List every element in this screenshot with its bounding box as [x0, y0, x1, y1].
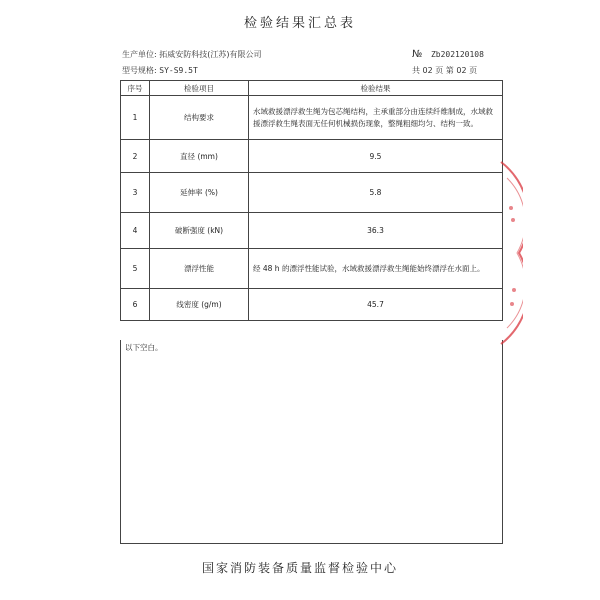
page-info: 共 02 页 第 02 页	[412, 66, 478, 75]
table-header-row	[121, 81, 503, 96]
red-seal-stamp	[479, 158, 523, 348]
row-result: 经 48 h 的漂浮性能试验，水域救援漂浮救生绳能始终漂浮在水面上。	[249, 249, 503, 289]
document-title: 检验结果汇总表	[243, 16, 356, 31]
row-no: 1	[121, 96, 150, 140]
row-no: 6	[121, 289, 150, 321]
report-number-line	[412, 49, 484, 60]
row-item: 延伸率 (%)	[150, 173, 249, 213]
row-item: 破断强度 (kN)	[150, 213, 249, 249]
model-value: SY-S9.5T	[159, 66, 198, 75]
model-label: 型号规格:	[122, 66, 157, 75]
producer-name: 拓威安防科技(江苏)有限公司	[159, 50, 262, 59]
row-result: 45.7	[249, 289, 503, 321]
table-row	[121, 140, 503, 173]
results-table	[120, 80, 503, 321]
header-item: 检验项目	[150, 81, 249, 96]
blank-area	[120, 340, 503, 544]
report-number: Zb202120108	[430, 50, 484, 59]
model-line	[122, 65, 198, 76]
producer-line	[122, 49, 262, 60]
producer-label: 生产单位:	[122, 50, 157, 59]
header-result: 检验结果	[249, 81, 503, 96]
row-result: 水域救援漂浮救生绳为包芯绳结构，主承重部分由连续纤维制成，水域救援漂浮救生绳表面无任何机械损伤现象，整绳粗细均匀、结构一致。	[249, 96, 503, 140]
row-no: 2	[121, 140, 150, 173]
row-item: 结构要求	[150, 96, 249, 140]
row-result: 9.5	[249, 140, 503, 173]
table-row	[121, 249, 503, 289]
row-no: 3	[121, 173, 150, 213]
row-item: 漂浮性能	[150, 249, 249, 289]
row-result: 5.8	[249, 173, 503, 213]
header-no: 序号	[121, 81, 150, 96]
number-sign: №	[412, 49, 423, 60]
blank-note: 以下空白。	[125, 343, 163, 352]
row-item: 直径 (mm)	[150, 140, 249, 173]
row-item: 线密度 (g/m)	[150, 289, 249, 321]
table-row	[121, 96, 503, 140]
row-no: 4	[121, 213, 150, 249]
table-row	[121, 213, 503, 249]
row-no: 5	[121, 249, 150, 289]
row-result: 36.3	[249, 213, 503, 249]
table-row	[121, 289, 503, 321]
table-row	[121, 173, 503, 213]
document-footer: 国家消防装备质量监督检验中心	[201, 561, 398, 575]
